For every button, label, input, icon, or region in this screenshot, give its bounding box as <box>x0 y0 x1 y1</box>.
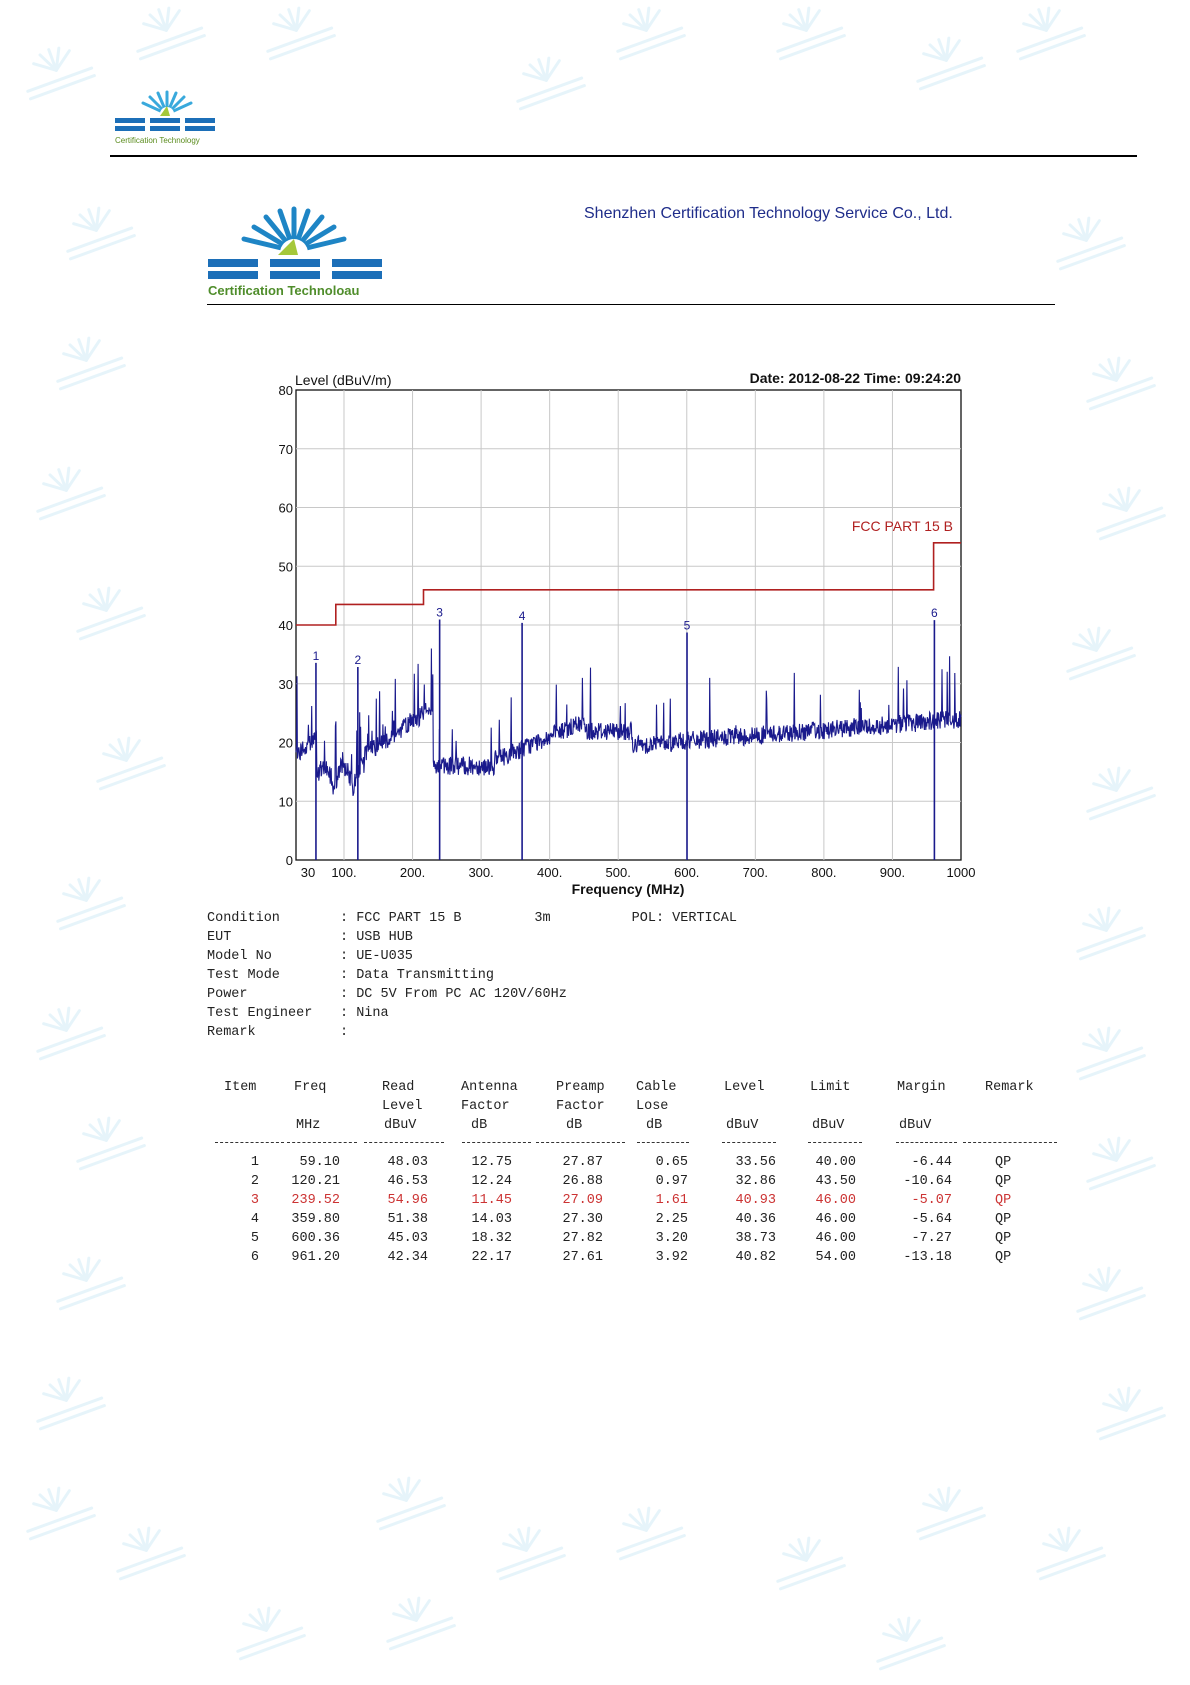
marker-label: 1 <box>312 648 320 663</box>
table-separator <box>462 1142 531 1143</box>
column-header: dBuV <box>384 1118 417 1133</box>
table-cell: 46.00 <box>815 1212 856 1227</box>
table-cell: 5 <box>250 1231 259 1246</box>
table-cell: QP <box>995 1193 1012 1208</box>
table-cell: 27.30 <box>562 1212 603 1227</box>
x-tick-label: 800. <box>811 865 837 880</box>
table-cell: 3.92 <box>655 1250 688 1265</box>
table-cell: -13.18 <box>903 1250 952 1265</box>
table-cell: 59.10 <box>299 1155 340 1170</box>
watermark-logo-icon <box>370 1590 466 1665</box>
table-cell: 54.96 <box>387 1193 428 1208</box>
column-header: Factor <box>461 1099 510 1114</box>
table-cell: 26.88 <box>562 1174 603 1189</box>
table-cell: 600.36 <box>291 1231 340 1246</box>
y-tick-label: 40 <box>278 618 293 633</box>
table-cell: 3 <box>250 1193 259 1208</box>
table-separator <box>896 1142 957 1143</box>
column-header: Margin <box>897 1080 946 1095</box>
watermark-logo-icon <box>760 1530 856 1605</box>
table-cell: 0.97 <box>655 1174 688 1189</box>
column-header: Preamp <box>556 1080 605 1095</box>
table-cell: -10.64 <box>903 1174 952 1189</box>
table-cell: 32.86 <box>735 1174 776 1189</box>
watermark-logo-icon <box>1080 1380 1176 1455</box>
watermark-logo-icon <box>860 1610 956 1685</box>
table-cell: QP <box>995 1231 1012 1246</box>
watermark-logo-icon <box>900 30 996 105</box>
watermark-logo-icon <box>600 1500 696 1575</box>
watermark-logo-icon <box>10 1480 106 1555</box>
column-header: Limit <box>810 1080 851 1095</box>
y-tick-label: 80 <box>278 383 293 398</box>
table-cell: 27.09 <box>562 1193 603 1208</box>
column-header: Read <box>382 1080 415 1095</box>
marker-label: 3 <box>436 605 443 620</box>
subheader-rule <box>207 304 1055 305</box>
watermark-logo-icon <box>600 0 696 75</box>
condition-value: : Nina <box>340 1006 389 1021</box>
condition-row <box>207 930 413 945</box>
table-separator <box>637 1142 689 1143</box>
table-cell: 120.21 <box>291 1174 340 1189</box>
watermark-logo-icon <box>20 1000 116 1075</box>
watermark-logo-icon <box>1070 350 1166 425</box>
table-cell: 46.00 <box>815 1231 856 1246</box>
table-cell: 12.75 <box>471 1155 512 1170</box>
table-cell: 359.80 <box>291 1212 340 1227</box>
table-separator <box>536 1142 625 1143</box>
ces-logo-icon <box>112 86 222 148</box>
table-cell: -6.44 <box>911 1155 952 1170</box>
x-tick-label: 30 <box>300 865 316 880</box>
condition-key: Remark <box>207 1025 256 1040</box>
watermark-logo-icon <box>1000 0 1096 75</box>
table-cell: 961.20 <box>291 1250 340 1265</box>
table-cell: 12.24 <box>471 1174 512 1189</box>
company-name: Shenzhen Certification Technology Service Co., Ltd. <box>584 205 953 222</box>
table-separator <box>808 1142 862 1143</box>
condition-value: : FCC PART 15 B 3m POL: VERTICAL <box>340 911 737 926</box>
condition-value: : Data Transmitting <box>340 968 494 983</box>
table-cell: 38.73 <box>735 1231 776 1246</box>
condition-key: EUT <box>207 930 232 945</box>
chart-datetime: Date: 2012-08-22 Time: 09:24:20 <box>749 370 961 386</box>
x-tick-label: 600. <box>674 865 700 880</box>
header-rule <box>110 155 1137 157</box>
report-logo <box>206 203 388 299</box>
x-tick-label: 900. <box>879 865 906 880</box>
table-cell: 46.53 <box>387 1174 428 1189</box>
table-cell: 27.87 <box>562 1155 603 1170</box>
table-cell: QP <box>995 1174 1012 1189</box>
emission-chart <box>250 360 980 910</box>
table-cell: 40.82 <box>735 1250 776 1265</box>
marker-label: 5 <box>683 618 691 633</box>
table-cell: 239.52 <box>291 1193 340 1208</box>
x-tick-label: 400. <box>537 865 563 880</box>
column-header: dB <box>566 1118 583 1133</box>
y-tick-label: 30 <box>278 676 293 692</box>
table-separator <box>722 1142 776 1143</box>
chart-grid <box>296 390 961 860</box>
watermark-logo-icon <box>1070 1130 1166 1205</box>
watermark-logo-icon <box>480 1520 576 1595</box>
watermark-logo-icon <box>20 460 116 535</box>
watermark-logo-icon <box>40 330 136 405</box>
marker-label: 2 <box>354 652 362 667</box>
table-cell: 0.65 <box>655 1155 688 1170</box>
watermark-logo-icon <box>10 40 106 115</box>
condition-value: : USB HUB <box>340 930 413 945</box>
table-cell: 40.36 <box>735 1212 776 1227</box>
table-cell: 18.32 <box>471 1231 512 1246</box>
table-cell: 27.82 <box>562 1231 603 1246</box>
column-header: Item <box>224 1080 257 1095</box>
x-tick-label: 500. <box>605 865 631 880</box>
watermark-logo-icon <box>1060 1020 1156 1095</box>
column-header: dBuV <box>899 1118 932 1133</box>
condition-value: : DC 5V From PC AC 120V/60Hz <box>340 987 567 1002</box>
table-cell: 46.00 <box>815 1193 856 1208</box>
watermark-logo-icon <box>1020 1520 1116 1595</box>
column-header: Level <box>382 1099 423 1114</box>
condition-row <box>207 1006 389 1021</box>
column-header: Factor <box>556 1099 605 1114</box>
column-header: MHz <box>296 1118 321 1133</box>
table-separator <box>963 1142 1057 1143</box>
x-tick-label: 100. <box>331 865 357 880</box>
y-tick-label: 50 <box>278 559 293 575</box>
table-cell: -5.07 <box>911 1193 952 1208</box>
y-tick-label: 20 <box>278 735 293 751</box>
table-cell: 1 <box>250 1155 259 1170</box>
table-cell: QP <box>995 1155 1012 1170</box>
table-cell: 40.00 <box>815 1155 856 1170</box>
condition-row <box>207 987 567 1002</box>
watermark-logo-icon <box>1040 210 1136 285</box>
y-tick-label: 10 <box>278 794 293 810</box>
marker-label: 4 <box>518 608 526 623</box>
column-header: Antenna <box>461 1080 518 1095</box>
watermark-logo-icon <box>1060 1260 1156 1335</box>
marker-label: 6 <box>931 606 938 621</box>
watermark-logo-icon <box>40 1250 136 1325</box>
condition-row <box>207 911 737 926</box>
watermark-logo-icon <box>220 1600 316 1675</box>
watermark-logo-icon <box>60 580 156 655</box>
table-cell: 6 <box>250 1250 259 1265</box>
header-logo-text: Certification Technology <box>115 136 200 145</box>
table-cell: 27.61 <box>562 1250 603 1265</box>
watermark-logo-icon <box>360 1470 456 1545</box>
table-cell: 42.34 <box>387 1250 428 1265</box>
column-header: Level <box>724 1080 765 1095</box>
column-header: Remark <box>985 1080 1034 1095</box>
column-header: Freq <box>294 1080 327 1095</box>
column-header: Cable <box>636 1080 677 1095</box>
column-header: dBuV <box>726 1118 759 1133</box>
watermark-logo-icon <box>760 0 856 75</box>
table-cell: 48.03 <box>387 1155 428 1170</box>
limit-line-label: FCC PART 15 B <box>851 518 953 534</box>
table-separator <box>215 1142 284 1143</box>
watermark-logo-icon <box>120 0 216 75</box>
watermark-logo-icon <box>40 870 136 945</box>
condition-key: Power <box>207 987 248 1002</box>
table-cell: 40.93 <box>735 1193 776 1208</box>
x-tick-label: 200. <box>399 865 426 880</box>
table-cell: 33.56 <box>735 1155 776 1170</box>
watermark-logo-icon <box>1050 620 1146 695</box>
watermark-logo-icon <box>100 1520 196 1595</box>
condition-value: : <box>340 1025 349 1040</box>
report-logo-text: Certification Technoloau <box>208 283 360 298</box>
column-header: dB <box>471 1118 488 1133</box>
watermark-logo-icon <box>50 200 146 275</box>
table-cell: 1.61 <box>655 1193 688 1208</box>
table-cell: QP <box>995 1250 1012 1265</box>
table-cell: 54.00 <box>815 1250 856 1265</box>
table-cell: 43.50 <box>815 1174 856 1189</box>
watermark-logo-icon <box>1060 900 1156 975</box>
watermark-logo-icon <box>500 50 596 125</box>
table-cell: 11.45 <box>471 1193 512 1208</box>
table-cell: QP <box>995 1212 1012 1227</box>
x-tick-label: 1000 <box>946 865 976 880</box>
ces-report-logo-icon <box>206 203 388 299</box>
condition-key: Condition <box>207 911 280 926</box>
condition-row <box>207 1025 348 1040</box>
column-header: dBuV <box>812 1118 845 1133</box>
x-axis-label: Frequency (MHz) <box>571 881 685 897</box>
condition-key: Test Mode <box>207 968 280 983</box>
condition-key: Test Engineer <box>207 1006 313 1021</box>
x-tick-label: 700. <box>742 865 768 880</box>
table-cell: 45.03 <box>387 1231 428 1246</box>
table-cell: 14.03 <box>471 1212 512 1227</box>
table-cell: 51.38 <box>387 1212 428 1227</box>
y-tick-label: 60 <box>278 500 293 516</box>
x-tick-label: 300. <box>468 865 494 880</box>
table-cell: -7.27 <box>911 1231 952 1246</box>
table-cell: 2.25 <box>655 1212 688 1227</box>
watermark-logo-icon <box>80 730 176 805</box>
condition-key: Model No <box>207 949 272 964</box>
column-header: Lose <box>636 1099 669 1114</box>
watermark-logo-icon <box>60 1110 156 1185</box>
condition-value: : UE-U035 <box>340 949 413 964</box>
condition-row <box>207 968 494 983</box>
table-cell: 4 <box>250 1212 259 1227</box>
table-separator <box>287 1142 357 1143</box>
watermark-logo-icon <box>1080 480 1176 555</box>
y-tick-label: 0 <box>285 853 293 868</box>
table-cell: 2 <box>250 1174 259 1189</box>
table-cell: 3.20 <box>655 1231 688 1246</box>
table-separator <box>364 1142 444 1143</box>
y-axis-label: Level (dBuV/m) <box>295 372 392 388</box>
watermark-logo-icon <box>1070 760 1166 835</box>
column-header: dB <box>646 1118 663 1133</box>
watermark-logo-icon <box>900 1480 996 1555</box>
table-cell: -5.64 <box>911 1212 952 1227</box>
watermark-logo-icon <box>250 0 346 75</box>
y-tick-label: 70 <box>278 441 293 457</box>
header-logo <box>112 86 222 148</box>
table-cell: 22.17 <box>471 1250 512 1265</box>
watermark-logo-icon <box>20 1370 116 1445</box>
condition-row <box>207 949 413 964</box>
